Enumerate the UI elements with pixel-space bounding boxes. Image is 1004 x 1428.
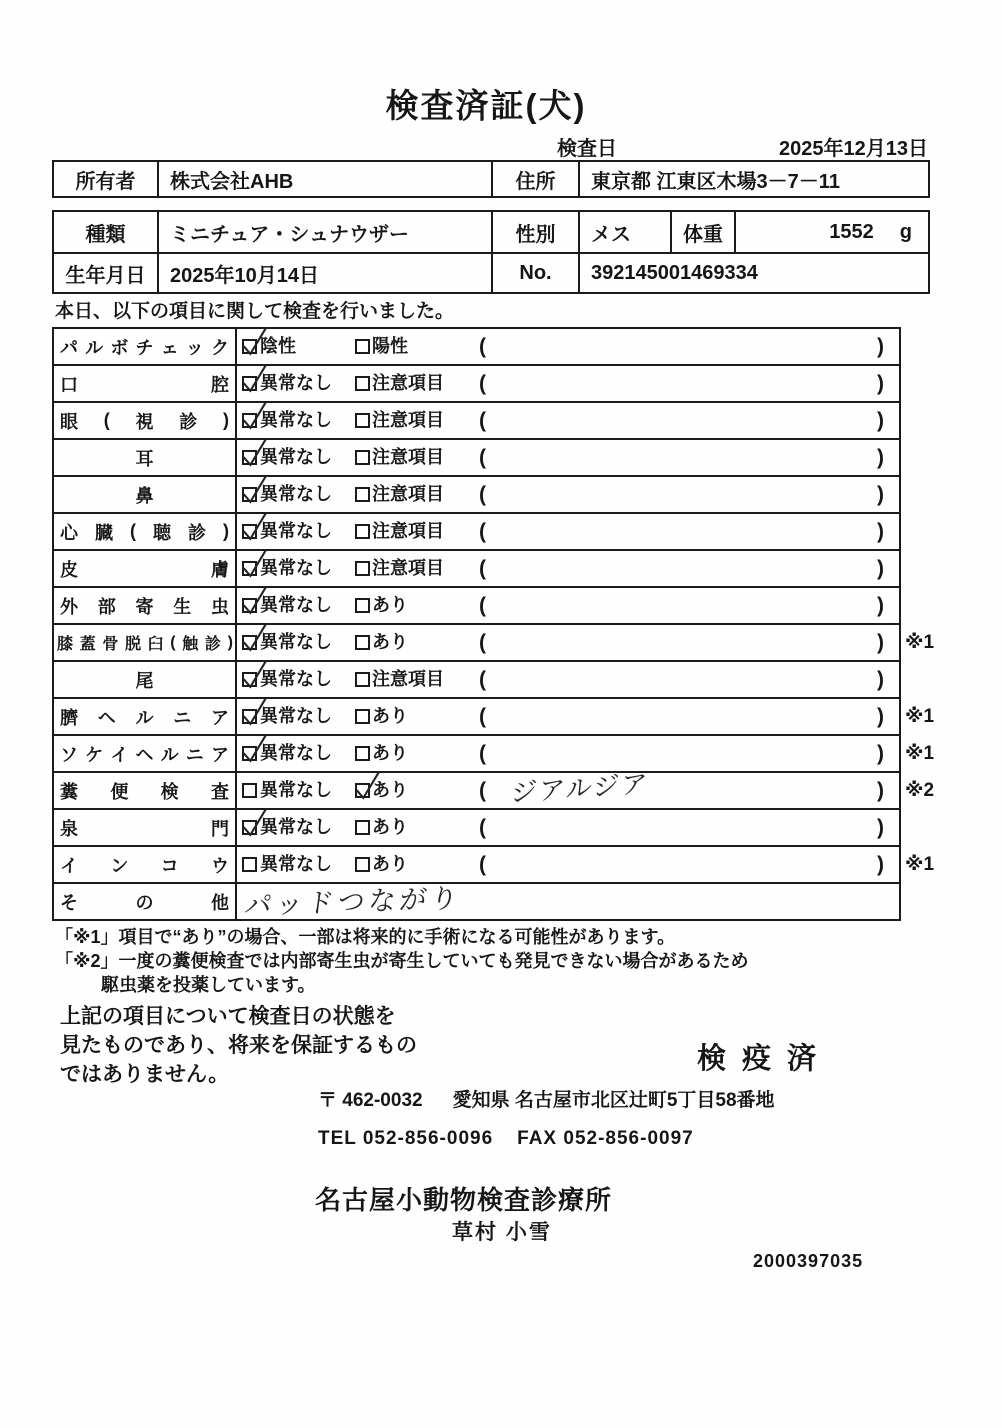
checkbox-option-2 [355, 339, 370, 354]
exam-row-content [237, 366, 899, 401]
paren-close: ) [877, 483, 884, 506]
exam-date-value: 2025年12月13日 [779, 138, 928, 160]
paren-close: ) [877, 742, 884, 765]
exam-row-content [237, 699, 935, 734]
paren-close: ) [877, 853, 884, 876]
owner-value: 株式会社AHB [157, 162, 491, 196]
exam-row-label: パ ル ボ チ ェ ッ ク [54, 329, 237, 364]
exam-row-label: 口 腔 [54, 366, 237, 401]
pet-table [52, 210, 930, 294]
option-1-label: 異常なし [260, 706, 332, 726]
footnote-2-cont: 駆虫薬を投薬しています。 [101, 975, 316, 995]
breed-value: ミニチュア・シュナウザー [157, 212, 491, 252]
disclaimer-line-2: 見たものであり、将来を保証するもの [60, 1034, 417, 1057]
exam-row [54, 329, 899, 364]
exam-row-content [237, 810, 899, 845]
clinic-fax: FAX 052-856-0097 [517, 1128, 694, 1149]
sex-label: 性別 [491, 212, 578, 252]
checkbox-option-1 [242, 487, 257, 502]
paren-open: ( [479, 409, 486, 432]
exam-row [54, 586, 899, 623]
exam-row-label: そ の 他 [54, 884, 237, 919]
note-marker: ※1 [905, 632, 935, 653]
disclaimer [60, 1002, 417, 1089]
paren-open: ( [479, 779, 486, 802]
paren-close: ) [877, 409, 884, 432]
paren-open: ( [479, 483, 486, 506]
exam-row-label: 皮 膚 [54, 551, 237, 586]
exam-table [52, 327, 935, 922]
checkbox-option-1 [242, 598, 257, 613]
option-2-label: あり [372, 632, 408, 652]
examiner-name: 草村 小雪 [452, 1221, 552, 1244]
checkbox-option-1 [242, 413, 257, 428]
exam-row-label: ソ ケ イ ヘ ル ニ ア [54, 736, 237, 771]
checkbox-option-1 [242, 635, 257, 650]
option-2-label: 注意項目 [372, 373, 444, 393]
exam-row-content [237, 329, 899, 364]
paren-open: ( [479, 335, 486, 358]
paren-close: ) [877, 557, 884, 580]
exam-row-content [237, 625, 935, 660]
checkbox-option-2 [355, 450, 370, 465]
owner-label: 所有者 [75, 170, 136, 193]
paren-open: ( [479, 705, 486, 728]
quarantine-stamp: 検疫済 [697, 1043, 833, 1075]
exam-row-content [237, 588, 899, 623]
checkbox-option-1 [242, 746, 257, 761]
paren-open: ( [479, 668, 486, 691]
option-2-label: 注意項目 [372, 447, 444, 467]
exam-row-content [237, 403, 899, 438]
page-title: 検査済証(犬) [385, 87, 587, 124]
footnote-2: 「※2」一度の糞便検査では内部寄生虫が寄生していても発見できない場合があるため [55, 951, 749, 971]
footnote-1: 「※1」項目で“あり”の場合、一部は将来的に手術になる可能性があります。 [55, 927, 676, 947]
option-2-label: あり [372, 595, 408, 615]
paren-open: ( [479, 816, 486, 839]
handwritten-result: ジアルジア [509, 769, 651, 809]
exam-row [54, 401, 899, 438]
sex-value: メス [578, 212, 670, 252]
owner-table [52, 160, 930, 198]
exam-row-label: 眼 ( 視 診 ) [54, 403, 237, 438]
no-value: 392145001469334 [578, 252, 928, 292]
option-1-label: 異常なし [260, 521, 332, 541]
paren-open: ( [479, 742, 486, 765]
weight-label: 体重 [670, 212, 734, 252]
checkbox-option-1 [242, 450, 257, 465]
exam-row-content [237, 736, 935, 771]
option-1-label: 異常なし [260, 484, 332, 504]
checkbox-option-1 [242, 376, 257, 391]
exam-row-content [237, 847, 935, 882]
serial-number: 2000397035 [753, 1251, 864, 1271]
exam-row-content [237, 440, 899, 475]
note-marker: ※1 [905, 706, 935, 727]
exam-row-label: 鼻 [54, 477, 237, 512]
option-2-label: あり [372, 854, 408, 874]
exam-row [54, 438, 899, 475]
paren-close: ) [877, 372, 884, 395]
checkbox-option-1 [242, 672, 257, 687]
exam-row-label: 心 臓 ( 聴 診 ) [54, 514, 237, 549]
exam-row [54, 660, 899, 697]
note-marker: ※2 [905, 780, 935, 801]
exam-row-label: 尾 [54, 662, 237, 697]
disclaimer-line-1: 上記の項目について検査日の状態を [60, 1005, 396, 1028]
clinic-address: 愛知県 名古屋市北区辻町5丁目58番地 [452, 1090, 775, 1111]
checkbox-option-2 [355, 746, 370, 761]
breed-label: 種類 [85, 223, 126, 246]
exam-row [54, 697, 935, 734]
clinic-address-line [318, 1085, 775, 1112]
footnotes [55, 925, 749, 997]
option-2-label: 注意項目 [372, 521, 444, 541]
checkbox-option-1 [242, 783, 257, 798]
exam-date-row [557, 132, 928, 161]
checkbox-option-2 [355, 783, 370, 798]
paren-close: ) [877, 446, 884, 469]
exam-row-content [237, 769, 935, 809]
checkbox-option-2 [355, 376, 370, 391]
checkbox-option-1 [242, 709, 257, 724]
option-2-label: 注意項目 [372, 484, 444, 504]
option-1-label: 異常なし [260, 817, 332, 837]
weight-value: 1552 [829, 220, 874, 243]
option-2-label: 注意項目 [372, 410, 444, 430]
exam-row-label: 泉 門 [54, 810, 237, 845]
exam-row-label: 外 部 寄 生 虫 [54, 588, 237, 623]
paren-close: ) [877, 816, 884, 839]
checkbox-option-1 [242, 561, 257, 576]
paren-close: ) [877, 594, 884, 617]
option-2-label: あり [372, 780, 408, 800]
option-2-label: あり [372, 743, 408, 763]
paren-open: ( [479, 557, 486, 580]
note-marker: ※1 [905, 743, 935, 764]
checkbox-option-2 [355, 672, 370, 687]
exam-row [54, 882, 899, 922]
clinic-tel-line [318, 1128, 694, 1150]
option-2-label: あり [372, 817, 408, 837]
exam-row-label: 耳 [54, 440, 237, 475]
option-1-label: 陰性 [260, 336, 296, 356]
option-1-label: 異常なし [260, 743, 332, 763]
checkbox-option-2 [355, 413, 370, 428]
option-2-label: 注意項目 [372, 558, 444, 578]
exam-row [54, 623, 935, 660]
paren-open: ( [479, 631, 486, 654]
note-marker: ※1 [905, 854, 935, 875]
exam-row-content [237, 551, 899, 586]
paren-close: ) [877, 779, 884, 802]
paren-close: ) [877, 668, 884, 691]
option-1-label: 異常なし [260, 595, 332, 615]
clinic-tel: TEL 052-856-0096 [318, 1128, 494, 1149]
option-1-label: 異常なし [260, 558, 332, 578]
address-value: 東京都 江東区木場3－7－11 [578, 162, 928, 196]
option-1-label: 異常なし [260, 669, 332, 689]
paren-open: ( [479, 520, 486, 543]
checkbox-option-2 [355, 487, 370, 502]
birth-label: 生年月日 [54, 252, 157, 292]
option-1-label: 異常なし [260, 632, 332, 652]
exam-row [54, 512, 899, 549]
disclaimer-line-3: ではありません。 [60, 1063, 230, 1086]
option-1-label: 異常なし [260, 410, 332, 430]
exam-row-content [237, 883, 899, 922]
exam-row [54, 734, 935, 771]
option-1-label: 異常なし [260, 373, 332, 393]
option-2-label: 注意項目 [372, 669, 444, 689]
checkbox-option-2 [355, 857, 370, 872]
paren-open: ( [479, 446, 486, 469]
exam-row [54, 769, 935, 809]
paren-close: ) [877, 520, 884, 543]
birth-value: 2025年10月14日 [157, 252, 491, 292]
option-2-label: あり [372, 706, 408, 726]
postal-code: 〒 462-0032 [318, 1090, 423, 1111]
weight-unit: g [899, 220, 912, 243]
exam-row-label: 臍 ヘ ル ニ ア [54, 699, 237, 734]
address-label: 住所 [491, 162, 578, 196]
exam-row [54, 808, 899, 845]
option-2-label: 陽性 [372, 336, 408, 356]
checkbox-option-1 [242, 339, 257, 354]
exam-row-label: 膝 蓋 骨 脱 臼 ( 触 診 ) [54, 625, 237, 660]
paren-close: ) [877, 705, 884, 728]
checkbox-option-2 [355, 524, 370, 539]
option-1-label: 異常なし [260, 447, 332, 467]
checkbox-option-2 [355, 561, 370, 576]
checkbox-option-1 [242, 820, 257, 835]
checkbox-option-2 [355, 635, 370, 650]
statement-text: 本日、以下の項目に関して検査を行いました。 [55, 301, 455, 322]
exam-row [54, 364, 899, 401]
checkbox-option-1 [242, 524, 257, 539]
option-1-label: 異常なし [260, 854, 332, 874]
no-label: No. [491, 252, 578, 292]
checkbox-option-1 [242, 857, 257, 872]
paren-close: ) [877, 631, 884, 654]
exam-date-label: 検査日 [557, 138, 617, 160]
exam-row-content [237, 662, 899, 697]
paren-close: ) [877, 335, 884, 358]
exam-row-content [237, 477, 899, 512]
handwritten-note: パッドつながり [242, 883, 464, 922]
exam-row [54, 549, 899, 586]
exam-row [54, 475, 899, 512]
checkbox-option-2 [355, 820, 370, 835]
option-1-label: 異常なし [260, 780, 332, 800]
checkbox-option-2 [355, 709, 370, 724]
checkbox-option-2 [355, 598, 370, 613]
exam-row-content [237, 514, 899, 549]
exam-row-label: イ ン コ ウ [54, 847, 237, 882]
clinic-name: 名古屋小動物検査診療所 [315, 1185, 613, 1215]
paren-open: ( [479, 372, 486, 395]
weight-cell [734, 212, 928, 252]
paren-open: ( [479, 594, 486, 617]
paren-open: ( [479, 853, 486, 876]
exam-row-label: 糞 便 検 査 [54, 773, 237, 808]
exam-row [54, 845, 935, 882]
